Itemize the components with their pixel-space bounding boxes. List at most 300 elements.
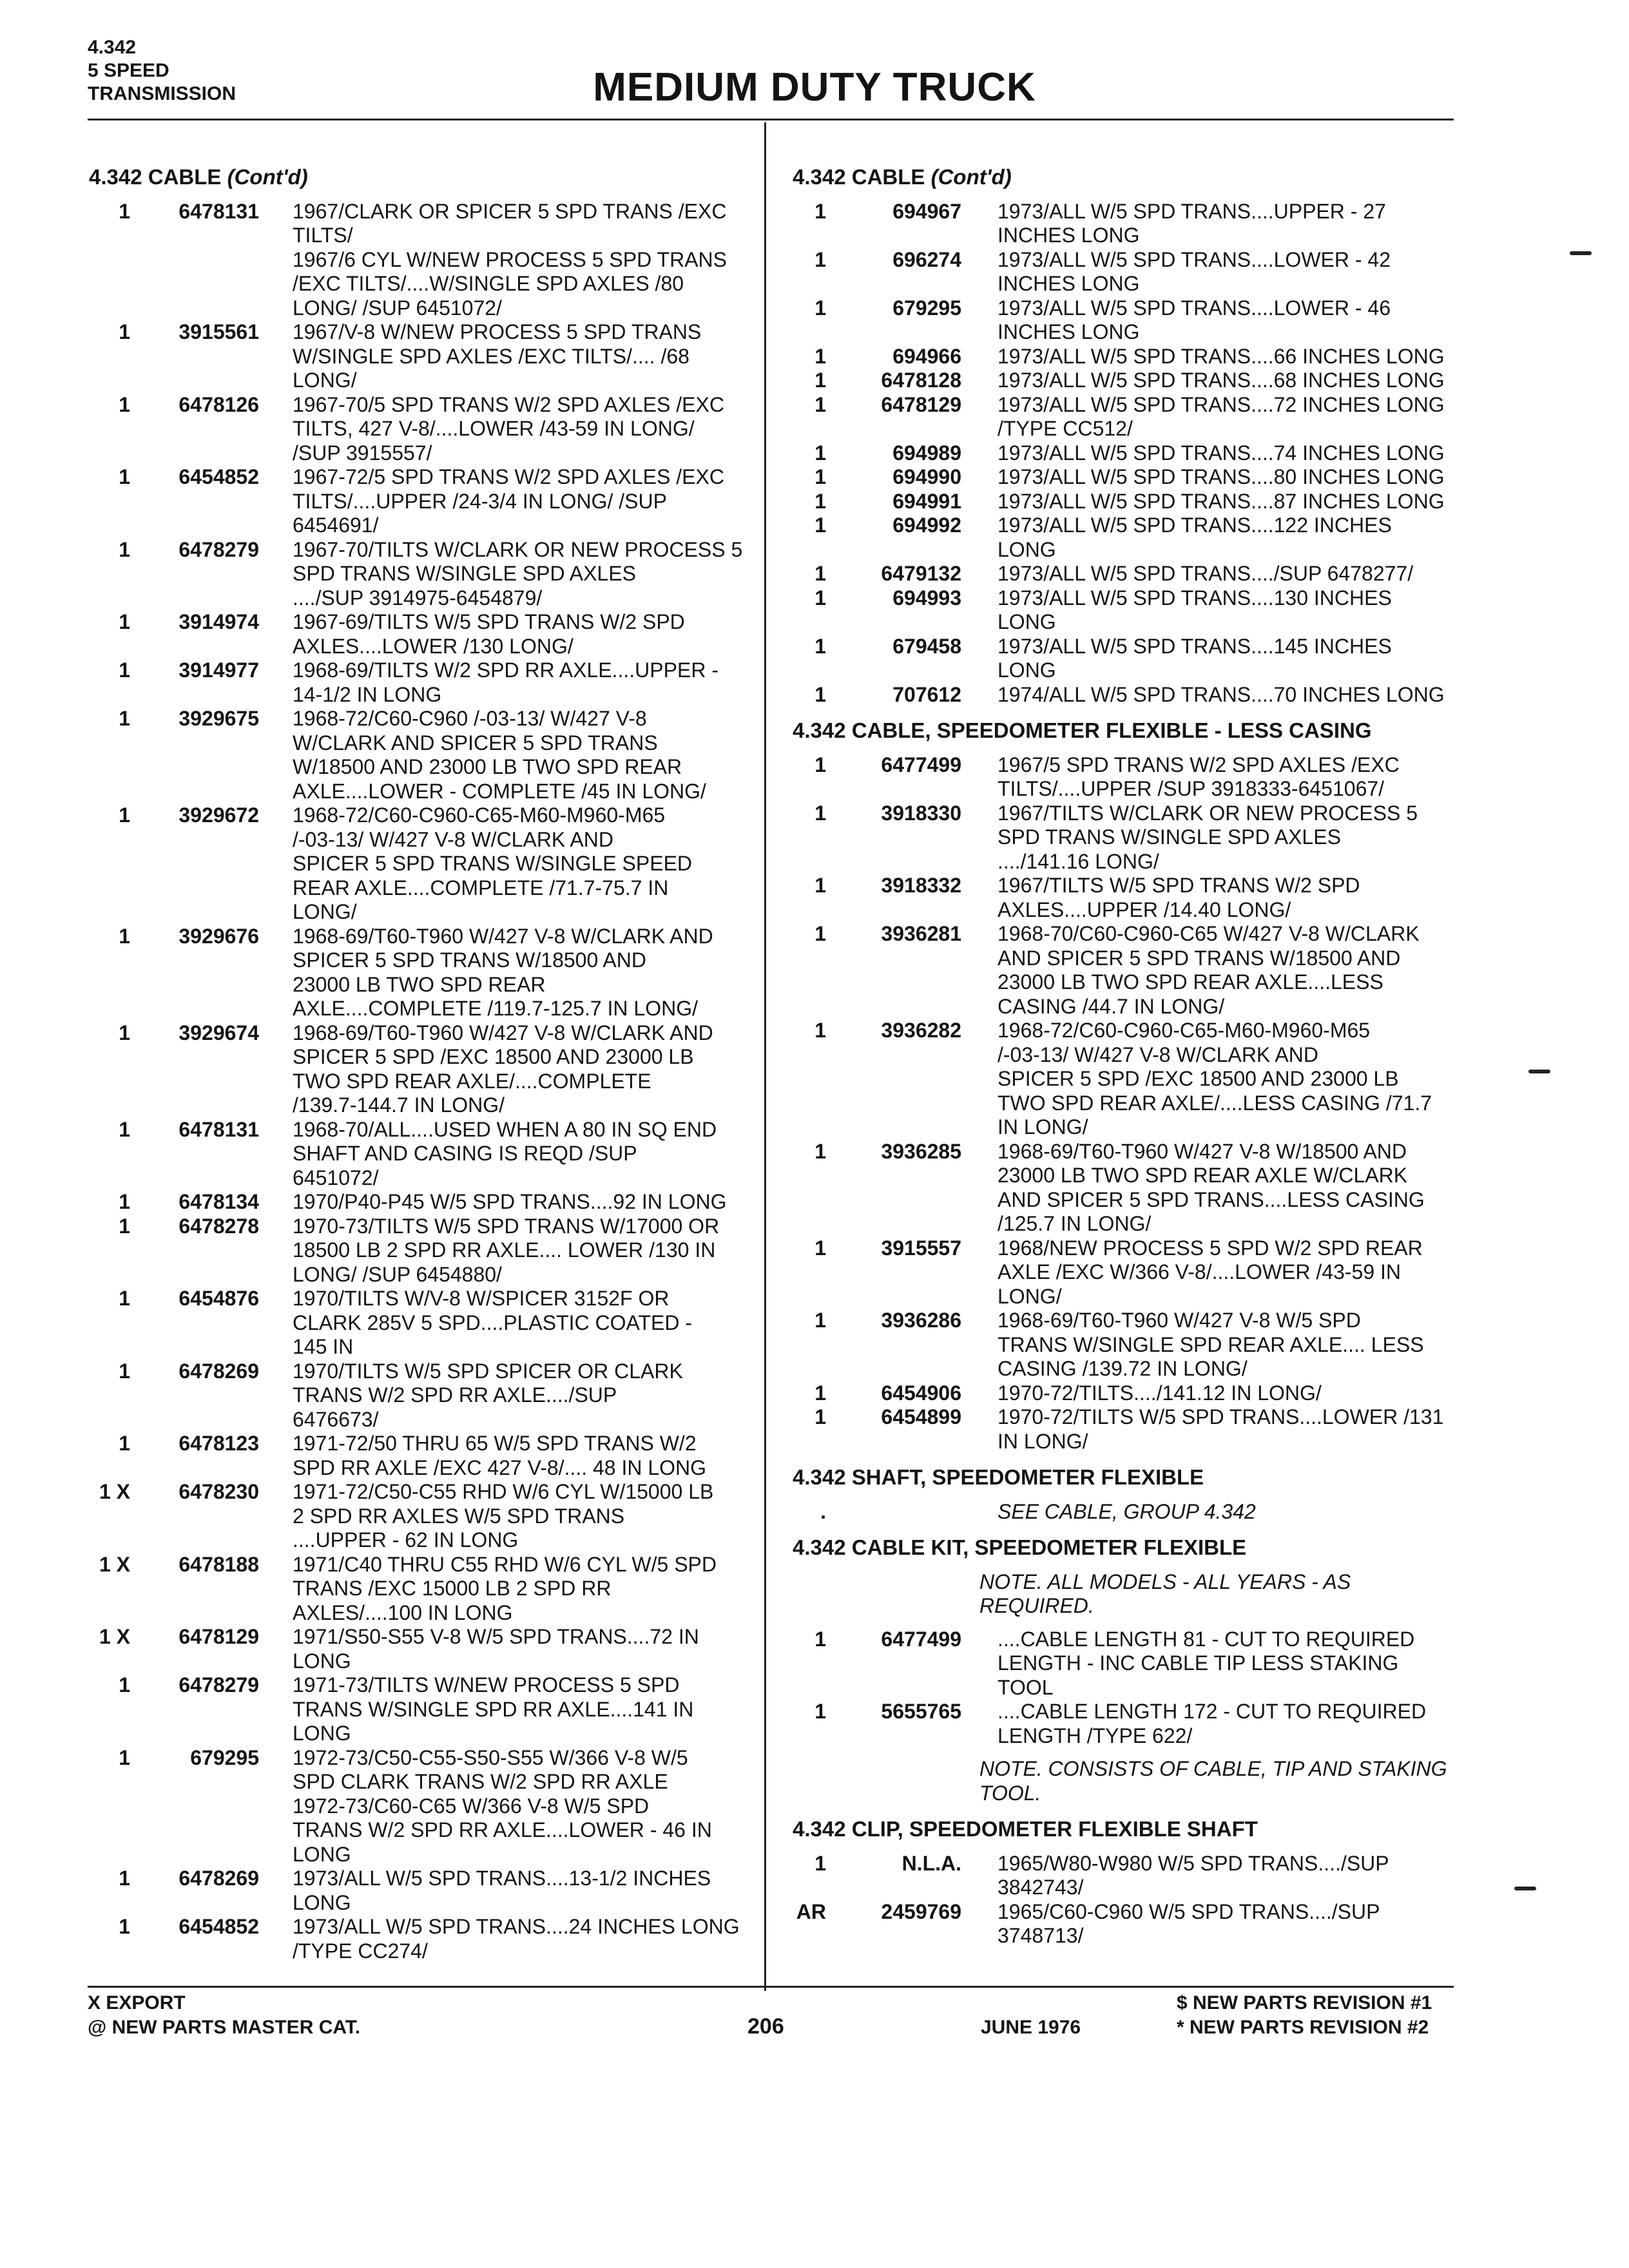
part-description [998, 1019, 1455, 1140]
part-qty: 1 X [99, 1552, 130, 1576]
description-line: AXLE....LOWER - COMPLETE /45 IN LONG/ [293, 779, 706, 803]
description-line: 1970-73/TILTS W/5 SPD TRANS W/17000 OR [293, 1214, 720, 1238]
part-number: 3914977 [178, 658, 259, 682]
part-description [998, 635, 1455, 683]
part-qty: 1 [119, 537, 130, 561]
part-number: 694967 [892, 199, 961, 223]
part-description [998, 802, 1455, 874]
part-row [793, 1236, 1456, 1309]
footer-revision-2: * NEW PARTS REVISION #2 [1177, 2017, 1429, 2038]
part-number: 694992 [892, 514, 961, 537]
part-number: 3929676 [178, 924, 259, 948]
description-line: /TYPE CC274/ [293, 1939, 428, 1963]
part-qty: 1 [119, 1190, 130, 1213]
description-line: 1973/ALL W/5 SPD TRANS....UPPER - 27 [998, 199, 1386, 223]
description-line: 1973/ALL W/5 SPD TRANS....68 INCHES LONG [998, 369, 1445, 392]
part-qty: 1 X [99, 1480, 130, 1503]
description-line: AND SPICER 5 SPD TRANS W/18500 AND [998, 946, 1401, 970]
part-number: 6478269 [178, 1867, 259, 1890]
description-line: AXLES/....100 IN LONG [293, 1600, 513, 1624]
part-description [293, 393, 744, 466]
footer-revision-1: $ NEW PARTS REVISION #1 [1177, 1992, 1432, 2013]
part-description [293, 1118, 744, 1191]
description-line: /SUP 3915557/ [293, 441, 432, 465]
part-qty: 1 [815, 1627, 826, 1651]
part-row [793, 296, 1456, 345]
part-description [998, 345, 1455, 369]
description-line: 1972-73/C50-C55-S50-S55 W/366 V-8 W/5 [293, 1745, 688, 1769]
note-line: NOTE. ALL MODELS - ALL YEARS - AS [979, 1570, 1351, 1593]
part-row [89, 393, 753, 466]
part-qty: 1 [815, 1236, 826, 1260]
description-line: 1973/ALL W/5 SPD TRANS....13-1/2 INCHES [293, 1867, 711, 1890]
part-qty: 1 [815, 801, 826, 825]
part-description [293, 465, 744, 538]
description-line: /TYPE CC512/ [998, 417, 1133, 440]
description-line: 1967-70/5 SPD TRANS W/2 SPD AXLES /EXC [293, 392, 724, 416]
description-line: TRANS W/2 SPD RR AXLE....LOWER - 46 IN [293, 1818, 712, 1841]
description-line: 1973/ALL W/5 SPD TRANS....87 INCHES LONG [998, 489, 1445, 513]
description-line: TILTS/....UPPER /SUP 3918333-6451067/ [998, 777, 1385, 800]
part-row [89, 1625, 753, 1673]
description-line: 1973/ALL W/5 SPD TRANS....122 INCHES [998, 514, 1392, 537]
part-qty: 1 [815, 753, 826, 776]
description-line: 1973/ALL W/5 SPD TRANS....66 INCHES LONG [998, 344, 1445, 368]
part-qty: 1 [815, 1309, 826, 1332]
part-row [793, 345, 1456, 369]
part-number: 6454852 [178, 1915, 259, 1938]
description-line: 1967/TILTS W/5 SPD TRANS W/2 SPD [998, 874, 1360, 897]
description-line: 1967/6 CYL W/NEW PROCESS 5 SPD TRANS [293, 247, 727, 271]
part-number: 6478230 [178, 1480, 259, 1503]
description-line: LONG/ [293, 369, 357, 392]
description-line: CASING /44.7 IN LONG/ [998, 994, 1225, 1018]
description-line: 1971/S50-S55 V-8 W/5 SPD TRANS....72 IN [293, 1625, 699, 1648]
description-line: 1973/ALL W/5 SPD TRANS....72 INCHES LONG [998, 392, 1445, 416]
description-line: 1971-73/TILTS W/NEW PROCESS 5 SPD [293, 1673, 680, 1696]
description-line: SPD CLARK TRANS W/2 SPD RR AXLE [293, 1770, 668, 1793]
part-number: 694966 [892, 344, 961, 368]
description-line: SPICER 5 SPD TRANS W/SINGLE SPEED [293, 852, 693, 875]
part-number: 6454906 [881, 1381, 961, 1405]
description-line: SPD TRANS W/SINGLE SPD AXLES [293, 562, 636, 585]
description-line: IN LONG/ [998, 1429, 1088, 1453]
description-line: ..../SUP 3914975-6454879/ [293, 586, 543, 610]
part-number: 6478278 [178, 1214, 259, 1238]
description-line: LONG [293, 1890, 351, 1914]
section-heading [89, 165, 753, 189]
part-description [998, 1700, 1455, 1748]
description-line: IN LONG/ [998, 1115, 1088, 1139]
part-number: 6478126 [178, 392, 259, 416]
section-code: 4.342 [89, 165, 142, 189]
description-line: /125.7 IN LONG/ [998, 1212, 1152, 1235]
description-line: ....UPPER - 62 IN LONG [293, 1528, 519, 1552]
section-heading [793, 1817, 1456, 1841]
note-text [979, 1757, 1447, 1805]
part-description [998, 586, 1455, 635]
part-number: 679295 [892, 296, 961, 320]
part-description [998, 248, 1455, 296]
description-line: LONG [998, 658, 1056, 682]
description-line: INCHES LONG [998, 320, 1140, 343]
part-number: 3929675 [178, 707, 259, 730]
part-qty: 1 [119, 1673, 130, 1696]
description-line: ....CABLE LENGTH 172 - CUT TO REQUIRED [998, 1700, 1427, 1723]
description-line: 1970/TILTS W/V-8 W/SPICER 3152F OR [293, 1287, 670, 1310]
part-row [793, 1628, 1456, 1700]
part-number: 6478128 [881, 369, 961, 392]
part-row [793, 393, 1456, 441]
part-description [293, 1794, 744, 1867]
part-qty: 1 [815, 874, 826, 897]
part-description [293, 1673, 744, 1746]
margin-mark [1514, 1887, 1536, 1890]
part-number: 6454876 [178, 1287, 259, 1310]
part-row [793, 465, 1456, 490]
description-line: ....CABLE LENGTH 81 - CUT TO REQUIRED [998, 1627, 1415, 1651]
section-heading [793, 1465, 1456, 1490]
part-number: 5655765 [881, 1700, 961, 1723]
part-description [998, 1405, 1455, 1454]
part-number: 3929674 [178, 1021, 259, 1044]
note-line: NOTE. CONSISTS OF CABLE, TIP AND STAKING [979, 1757, 1447, 1780]
part-row [89, 1432, 753, 1480]
part-row [89, 538, 753, 611]
description-line: 3842743/ [998, 1876, 1084, 1899]
part-row [89, 803, 753, 925]
description-line: 1968-69/TILTS W/2 SPD RR AXLE....UPPER - [293, 658, 718, 682]
part-qty: 1 [815, 586, 826, 610]
part-number: 3915557 [881, 1236, 961, 1260]
description-line: 1973/ALL W/5 SPD TRANS....130 INCHES [998, 586, 1392, 610]
spacer [793, 1619, 1456, 1628]
section-name: CLIP, SPEEDOMETER FLEXIBLE SHAFT [851, 1817, 1258, 1841]
part-number: 6478131 [178, 199, 259, 223]
description-line: 23000 LB TWO SPD REAR AXLE....LESS [998, 970, 1383, 994]
description-line: /EXC TILTS/....W/SINGLE SPD AXLES /80 [293, 272, 684, 295]
part-description [998, 369, 1455, 393]
part-number: 3936281 [881, 922, 961, 945]
part-number: 3936286 [881, 1309, 961, 1332]
part-number: 3936285 [881, 1139, 961, 1163]
part-qty: 1 [119, 1287, 130, 1310]
description-line: INCHES LONG [998, 272, 1140, 295]
section-name: SHAFT, SPEEDOMETER FLEXIBLE [851, 1465, 1204, 1489]
part-qty: 1 [119, 1359, 130, 1383]
description-line: LONG [998, 537, 1056, 561]
part-row [89, 1190, 753, 1215]
description-line: 1967-70/TILTS W/CLARK OR NEW PROCESS 5 [293, 537, 743, 561]
part-row [89, 248, 753, 321]
footer-date: JUNE 1976 [981, 2017, 1081, 2038]
description-line: REAR AXLE....COMPLETE /71.7-75.7 IN [293, 876, 669, 899]
section-name: CABLE KIT, SPEEDOMETER FLEXIBLE [851, 1535, 1247, 1559]
part-description [293, 925, 744, 1021]
part-number: 6478279 [178, 1673, 259, 1696]
description-line: 1968-69/T60-T960 W/427 V-8 W/18500 AND [998, 1139, 1407, 1163]
header-speed: 5 SPEED [88, 60, 169, 81]
description-line: 3748713/ [998, 1924, 1084, 1947]
part-qty: 1 [119, 392, 130, 416]
part-qty: 1 [815, 489, 826, 513]
part-row [793, 1140, 1456, 1236]
part-number: 6478188 [178, 1552, 259, 1576]
part-row [89, 707, 753, 803]
description-line: TILTS/ [293, 224, 353, 247]
part-number: 3929672 [178, 803, 259, 827]
part-number: 6478131 [178, 1117, 259, 1141]
description-line: 1971/C40 THRU C55 RHD W/6 CYL W/5 SPD [293, 1552, 717, 1576]
part-number: 3936282 [881, 1019, 961, 1042]
part-description [293, 538, 744, 611]
description-line: SPD RR AXLE /EXC 427 V-8/.... 48 IN LONG [293, 1456, 707, 1479]
part-qty: 1 [815, 344, 826, 368]
description-line: 14-1/2 IN LONG [293, 682, 442, 706]
description-line: SPD TRANS W/SINGLE SPD AXLES [998, 825, 1341, 849]
description-line: LONG [293, 1722, 351, 1745]
description-line: TOOL [998, 1675, 1054, 1699]
description-line: 1973/ALL W/5 SPD TRANS....74 INCHES LONG [998, 441, 1445, 465]
description-line: 1970/P40-P45 W/5 SPD TRANS....92 IN LONG [293, 1190, 727, 1213]
description-line: 1968-70/C60-C960-C65 W/427 V-8 W/CLARK [998, 922, 1420, 945]
part-number: 3914974 [178, 610, 259, 633]
part-qty: 1 [815, 1851, 826, 1875]
part-row [793, 490, 1456, 514]
part-qty: 1 [815, 465, 826, 488]
part-description [998, 874, 1455, 922]
part-description [293, 1432, 744, 1480]
part-description [293, 658, 744, 707]
description-line: AND SPICER 5 SPD TRANS....LESS CASING [998, 1187, 1425, 1211]
part-qty: 1 [119, 1745, 130, 1769]
part-description [293, 1553, 744, 1626]
part-number: 6478123 [178, 1432, 259, 1455]
description-line: LONG/ /SUP 6454880/ [293, 1262, 502, 1286]
description-line: 1970/TILTS W/5 SPD SPICER OR CLARK [293, 1359, 683, 1383]
footer-master-cat-legend: @ NEW PARTS MASTER CAT. [88, 2017, 361, 2038]
part-qty: 1 [119, 1915, 130, 1938]
left-column [89, 165, 753, 1963]
description-line: 1968/NEW PROCESS 5 SPD W/2 SPD REAR [998, 1236, 1423, 1260]
part-qty: 1 [815, 392, 826, 416]
part-description [293, 610, 744, 658]
description-line: CASING /139.72 IN LONG/ [998, 1357, 1248, 1380]
part-number: 694991 [892, 489, 961, 513]
part-description [293, 1480, 744, 1553]
part-qty: 1 [119, 924, 130, 948]
part-description [998, 1309, 1455, 1381]
footer-export-legend: X EXPORT [88, 1992, 186, 2013]
part-qty: 1 [815, 1381, 826, 1405]
part-number: 2459769 [881, 1899, 961, 1923]
description-line: TRANS W/2 SPD RR AXLE..../SUP [293, 1383, 617, 1407]
part-description [998, 1900, 1455, 1948]
description-line: LONG/ [998, 1284, 1062, 1308]
description-line: AXLES....UPPER /14.40 LONG/ [998, 898, 1291, 921]
part-description [998, 922, 1455, 1019]
description-line: 1970-72/TILTS W/5 SPD TRANS....LOWER /131 [998, 1405, 1444, 1428]
part-row [89, 465, 753, 538]
part-number: 3915561 [178, 320, 259, 343]
description-line: LONG [998, 610, 1056, 633]
part-description [293, 1625, 744, 1673]
note-text [979, 1570, 1431, 1619]
part-qty: 1 [815, 562, 826, 585]
part-row [89, 320, 753, 393]
part-row [793, 1405, 1456, 1454]
description-line: TRANS /EXC 15000 LB 2 SPD RR [293, 1577, 612, 1600]
description-line: W/18500 AND 23000 LB TWO SPD REAR [293, 755, 682, 778]
part-qty: 1 [119, 465, 130, 488]
part-number: 6478129 [881, 392, 961, 416]
part-description [293, 200, 744, 248]
part-description [998, 200, 1455, 248]
section-code: 4.342 [793, 1465, 846, 1489]
part-description [293, 1215, 744, 1287]
description-line: SEE CABLE, GROUP 4.342 [998, 1499, 1256, 1523]
part-row [793, 922, 1456, 1019]
description-line: /-03-13/ W/427 V-8 W/CLARK AND [293, 827, 613, 851]
part-qty: 1 [119, 658, 130, 682]
part-number: 6478269 [178, 1359, 259, 1383]
part-row [89, 1287, 753, 1360]
section-heading [793, 718, 1456, 743]
part-qty: 1 [119, 1867, 130, 1890]
note-line: TOOL. [979, 1781, 1041, 1805]
part-description [998, 683, 1455, 707]
description-line: 1965/C60-C960 W/5 SPD TRANS..../SUP [998, 1899, 1380, 1923]
section-code: 4.342 [793, 165, 846, 189]
part-row [793, 1852, 1456, 1900]
part-row [89, 658, 753, 707]
part-description [998, 1500, 1455, 1524]
description-line: AXLE /EXC W/366 V-8/....LOWER /43-59 IN [998, 1260, 1402, 1283]
part-row [89, 1021, 753, 1118]
part-description [998, 1140, 1455, 1236]
description-line: AXLES....LOWER /130 LONG/ [293, 634, 574, 658]
section-code: 4.342 [793, 1817, 846, 1841]
part-number: 6454899 [881, 1405, 961, 1428]
part-qty: 1 [815, 1405, 826, 1428]
description-line: 1973/ALL W/5 SPD TRANS..../SUP 6478277/ [998, 562, 1414, 585]
part-number: 696274 [892, 247, 961, 271]
part-description [293, 803, 744, 925]
description-line: 6476673/ [293, 1407, 379, 1431]
part-description [293, 1867, 744, 1915]
description-line: 2 SPD RR AXLES W/5 SPD TRANS [293, 1504, 625, 1528]
part-row [793, 802, 1456, 874]
description-line: W/SINGLE SPD AXLES /EXC TILTS/.... /68 [293, 344, 689, 368]
description-line: LONG [293, 1649, 351, 1673]
description-line: 1967/CLARK OR SPICER 5 SPD TRANS /EXC [293, 199, 727, 223]
part-number: 694989 [892, 441, 961, 465]
description-line: 145 IN [293, 1335, 354, 1358]
column-divider [764, 122, 766, 1991]
part-number: 6477499 [881, 1627, 961, 1651]
part-description [293, 707, 744, 803]
part-description [998, 465, 1455, 490]
part-number: 6478134 [178, 1190, 259, 1213]
part-row [793, 1700, 1456, 1748]
part-row [89, 925, 753, 1021]
part-qty: 1 X [99, 1625, 130, 1648]
description-line: ..../141.16 LONG/ [998, 849, 1159, 873]
description-line: /-03-13/ W/427 V-8 W/CLARK AND [998, 1043, 1318, 1066]
description-line: /139.7-144.7 IN LONG/ [293, 1093, 505, 1117]
description-line: TILTS, 427 V-8/....LOWER /43-59 IN LONG/ [293, 417, 695, 440]
part-qty: 1 [815, 369, 826, 392]
part-number: 6454852 [178, 465, 259, 488]
part-row [89, 1360, 753, 1432]
description-line: TWO SPD REAR AXLE/....COMPLETE [293, 1069, 651, 1093]
part-qty: 1 [815, 682, 826, 706]
description-line: SPICER 5 SPD /EXC 18500 AND 23000 LB [293, 1045, 694, 1068]
page-title: MEDIUM DUTY TRUCK [593, 65, 1036, 110]
description-line: 1970-72/TILTS..../141.12 IN LONG/ [998, 1381, 1322, 1405]
description-line: 6454691/ [293, 514, 379, 537]
part-description [998, 1628, 1455, 1700]
description-line: 1973/ALL W/5 SPD TRANS....LOWER - 46 [998, 296, 1391, 320]
description-line: LONG/ [293, 900, 357, 923]
part-qty: 1 [815, 1139, 826, 1163]
description-line: TRANS W/SINGLE SPD REAR AXLE.... LESS [998, 1332, 1424, 1356]
description-line: 1968-70/ALL....USED WHEN A 80 IN SQ END [293, 1117, 717, 1141]
part-qty: 1 [815, 1700, 826, 1723]
part-row [793, 441, 1456, 466]
part-row [793, 874, 1456, 922]
part-description [998, 514, 1455, 562]
description-line: 1968-72/C60-C960-C65-M60-M960-M65 [293, 803, 666, 827]
part-description [998, 562, 1455, 586]
description-line: 1968-72/C60-C960 /-03-13/ W/427 V-8 [293, 707, 647, 730]
part-qty: 1 [815, 247, 826, 271]
part-qty: 1 [815, 634, 826, 658]
part-row [89, 1746, 753, 1794]
section-name: CABLE [851, 165, 925, 189]
part-row [793, 683, 1456, 707]
part-qty: . [820, 1499, 826, 1523]
description-line: 1968-69/T60-T960 W/427 V-8 W/CLARK AND [293, 1021, 713, 1044]
margin-mark [1570, 251, 1592, 255]
section-heading [793, 1535, 1456, 1560]
part-description [293, 248, 744, 321]
page-number: 206 [747, 2014, 784, 2039]
part-description [998, 1236, 1455, 1309]
part-number: 694993 [892, 586, 961, 610]
description-line: AXLE....COMPLETE /119.7-125.7 IN LONG/ [293, 997, 698, 1020]
part-number: 694990 [892, 465, 961, 488]
part-description [293, 1287, 744, 1360]
part-row [793, 1381, 1456, 1406]
description-line: 1974/ALL W/5 SPD TRANS....70 INCHES LONG [998, 682, 1445, 706]
description-line: 1968-72/C60-C960-C65-M60-M960-M65 [998, 1019, 1371, 1042]
section-continued: (Cont'd) [227, 165, 308, 189]
header-rule [88, 119, 1454, 120]
part-row [793, 586, 1456, 635]
part-number: 3918330 [881, 801, 961, 825]
part-qty: 1 [815, 296, 826, 320]
part-qty: 1 [119, 1214, 130, 1238]
note-line: REQUIRED. [979, 1594, 1094, 1617]
part-qty: 1 [119, 610, 130, 633]
part-number: 6479132 [881, 562, 961, 585]
part-row [793, 248, 1456, 296]
right-column [793, 165, 1456, 1948]
description-line: TILTS/....UPPER /24-3/4 IN LONG/ /SUP [293, 489, 667, 513]
description-line: 1967/TILTS W/CLARK OR NEW PROCESS 5 [998, 801, 1418, 825]
description-line: W/CLARK AND SPICER 5 SPD TRANS [293, 731, 658, 754]
